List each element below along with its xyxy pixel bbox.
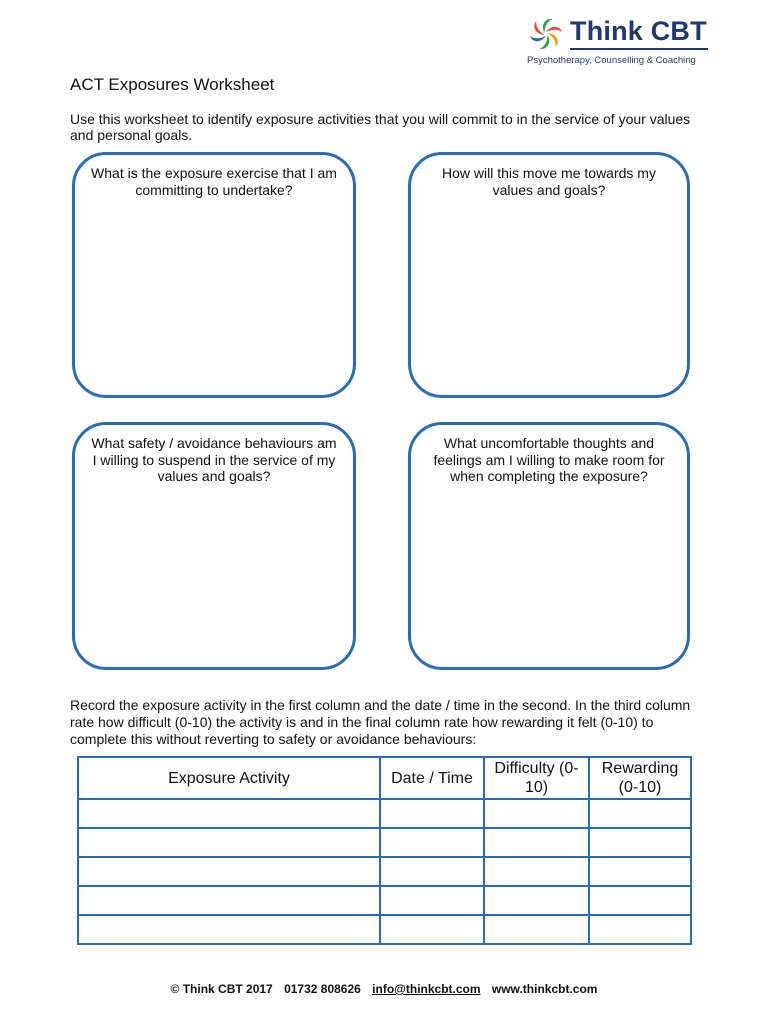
uncomfortable-thoughts-box[interactable] <box>408 422 690 670</box>
footer-website-link[interactable]: www.thinkcbt.com <box>491 982 598 996</box>
table-row <box>78 828 691 857</box>
date-time-cell[interactable] <box>380 857 484 886</box>
rewarding-cell[interactable] <box>589 828 691 857</box>
table-row <box>78 857 691 886</box>
table-row <box>78 886 691 915</box>
date-time-cell[interactable] <box>380 799 484 828</box>
page-footer <box>0 982 768 996</box>
think-cbt-logo <box>526 14 716 66</box>
box-question: How will this move me towards my values and goals? <box>442 165 656 198</box>
rewarding-cell[interactable] <box>589 915 691 944</box>
rewarding-cell[interactable] <box>589 857 691 886</box>
activity-cell[interactable] <box>78 799 380 828</box>
column-header-date-time: Date / Time <box>380 757 484 799</box>
difficulty-cell[interactable] <box>484 886 589 915</box>
date-time-cell[interactable] <box>380 886 484 915</box>
date-time-cell[interactable] <box>380 915 484 944</box>
difficulty-cell[interactable] <box>484 799 589 828</box>
box-question: What uncomfortable thoughts and feelings am I willing to make room for when completing the exposure? <box>433 435 665 484</box>
difficulty-cell[interactable] <box>484 828 589 857</box>
rewarding-cell[interactable] <box>589 799 691 828</box>
safety-behaviours-box[interactable] <box>72 422 356 670</box>
activity-cell[interactable] <box>78 886 380 915</box>
table-instructions: Record the exposure activity in the first column and the date / time in the second. In the third column rate how difficult (0-10) the activity is and in the final column rate how rewarding it felt (0-10) to complete this without reverting to safety or avoidance behaviours: <box>70 697 691 747</box>
swirl-logo-icon <box>526 14 566 54</box>
exposure-log-table <box>77 756 692 945</box>
activity-cell[interactable] <box>78 857 380 886</box>
column-header-difficulty: Difficulty (0-10) <box>484 757 589 799</box>
footer-email-link[interactable]: info@thinkcbt.com <box>372 982 481 996</box>
footer-copyright: © Think CBT 2017 <box>170 982 273 996</box>
logo-brand: Think CBT <box>570 16 707 46</box>
values-goals-box[interactable] <box>408 152 690 398</box>
table-header-row <box>78 757 691 799</box>
logo-tagline: Psychotherapy, Counselling & Coaching <box>527 55 696 66</box>
activity-cell[interactable] <box>78 828 380 857</box>
date-time-cell[interactable] <box>380 828 484 857</box>
column-header-activity: Exposure Activity <box>78 757 380 799</box>
table-row <box>78 799 691 828</box>
difficulty-cell[interactable] <box>484 915 589 944</box>
activity-cell[interactable] <box>78 915 380 944</box>
column-header-rewarding: Rewarding (0-10) <box>589 757 691 799</box>
page-title: ACT Exposures Worksheet <box>70 75 275 94</box>
table-row <box>78 915 691 944</box>
difficulty-cell[interactable] <box>484 857 589 886</box>
rewarding-cell[interactable] <box>589 886 691 915</box>
logo-rule <box>570 48 708 50</box>
box-question: What safety / avoidance behaviours am I willing to suspend in the service of my values and goals? <box>91 435 337 484</box>
exposure-exercise-box[interactable] <box>72 152 356 398</box>
footer-phone: 01732 808626 <box>284 982 361 996</box>
intro-text: Use this worksheet to identify exposure activities that you will commit to in the service of your values and personal goals. <box>70 111 691 143</box>
box-question: What is the exposure exercise that I am committing to undertake? <box>91 165 337 198</box>
